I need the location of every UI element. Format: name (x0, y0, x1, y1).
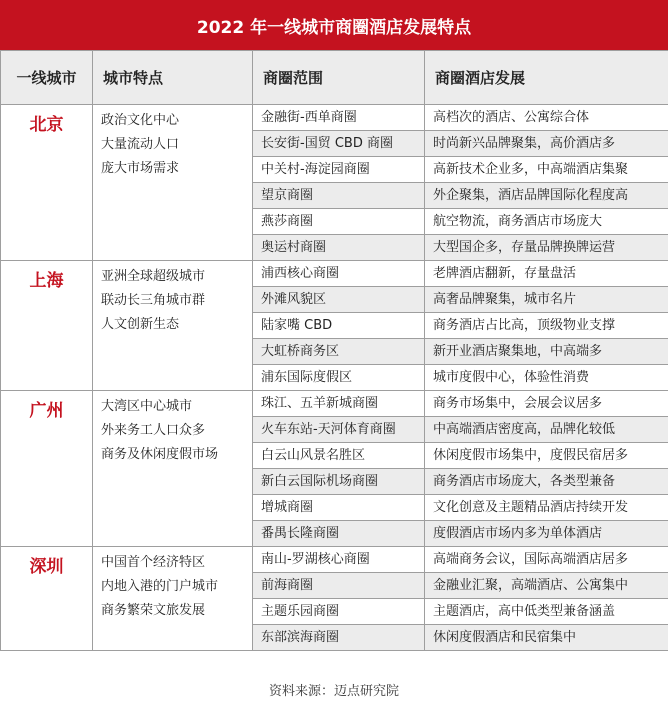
table-row (1, 105, 668, 131)
district-cell: 浦西核心商圈 (253, 261, 425, 287)
feature-line: 政治文化中心 (101, 113, 180, 128)
city-name: 上海 (1, 261, 93, 391)
feature-line: 庞大市场需求 (101, 161, 180, 176)
header-development: 商圈酒店发展 (425, 51, 668, 105)
district-cell: 白云山风景名胜区 (253, 443, 425, 469)
development-cell: 高新技术企业多，中高端酒店集聚 (425, 157, 668, 183)
development-cell: 新开业酒店聚集地，中高端多 (425, 339, 668, 365)
district-cell: 珠江、五羊新城商圈 (253, 391, 425, 417)
feature-line: 人文创新生态 (101, 317, 180, 332)
district-cell: 中关村-海淀园商圈 (253, 157, 425, 183)
development-cell: 休闲度假市场集中，度假民宿居多 (425, 443, 668, 469)
development-cell: 商务酒店市场庞大，各类型兼备 (425, 469, 668, 495)
city-features (93, 547, 253, 651)
development-cell: 城市度假中心，体验性消费 (425, 365, 668, 391)
feature-line: 大量流动人口 (101, 137, 180, 152)
feature-line: 商务繁荣文旅发展 (101, 603, 206, 618)
feature-line: 大湾区中心城市 (101, 399, 193, 414)
feature-line: 亚洲全球超级城市 (101, 269, 206, 284)
table-row (1, 261, 668, 287)
feature-line: 商务及休闲度假市场 (101, 447, 219, 462)
hotel-district-table (0, 50, 668, 651)
development-cell: 高档次的酒店、公寓综合体 (425, 105, 668, 131)
table-row (1, 391, 668, 417)
header-row (1, 51, 668, 105)
development-cell: 文化创意及主题精品酒店持续开发 (425, 495, 668, 521)
district-cell: 番禺长隆商圈 (253, 521, 425, 547)
city-name: 广州 (1, 391, 93, 547)
development-cell: 老牌酒店翻新，存量盘活 (425, 261, 668, 287)
header-district: 商圈范围 (253, 51, 425, 105)
city-name: 北京 (1, 105, 93, 261)
table-row (1, 547, 668, 573)
district-cell: 前海商圈 (253, 573, 425, 599)
development-cell: 主题酒店，高中低类型兼备涵盖 (425, 599, 668, 625)
district-cell: 长安街-国贸 CBD 商圈 (253, 131, 425, 157)
feature-line: 中国首个经济特区 (101, 555, 206, 570)
development-cell: 高奢品牌聚集，城市名片 (425, 287, 668, 313)
district-cell: 望京商圈 (253, 183, 425, 209)
feature-line: 外来务工人口众多 (101, 423, 206, 438)
district-cell: 奥运村商圈 (253, 235, 425, 261)
development-cell: 商务市场集中，会展会议居多 (425, 391, 668, 417)
city-features (93, 105, 253, 261)
development-cell: 时尚新兴品牌聚集，高价酒店多 (425, 131, 668, 157)
district-cell: 外滩风貌区 (253, 287, 425, 313)
district-cell: 主题乐园商圈 (253, 599, 425, 625)
district-cell: 新白云国际机场商圈 (253, 469, 425, 495)
district-cell: 陆家嘴 CBD (253, 313, 425, 339)
district-cell: 金融街-西单商圈 (253, 105, 425, 131)
development-cell: 外企聚集，酒店品牌国际化程度高 (425, 183, 668, 209)
source-note: 资料来源：迈点研究院 (268, 684, 399, 699)
feature-line: 内地入港的门户城市 (101, 579, 219, 594)
district-cell: 浦东国际度假区 (253, 365, 425, 391)
city-name: 深圳 (1, 547, 93, 651)
district-cell: 火车东站-天河体育商圈 (253, 417, 425, 443)
development-cell: 休闲度假酒店和民宿集中 (425, 625, 668, 651)
development-cell: 中高端酒店密度高，品牌化较低 (425, 417, 668, 443)
table-body (1, 105, 668, 651)
development-cell: 商务酒店占比高，顶级物业支撑 (425, 313, 668, 339)
district-cell: 南山-罗湖核心商圈 (253, 547, 425, 573)
development-cell: 大型国企多，存量品牌换牌运营 (425, 235, 668, 261)
city-features (93, 261, 253, 391)
district-cell: 大虹桥商务区 (253, 339, 425, 365)
development-cell: 航空物流，商务酒店市场庞大 (425, 209, 668, 235)
development-cell: 度假酒店市场内多为单体酒店 (425, 521, 668, 547)
header-city: 一线城市 (1, 51, 93, 105)
district-cell: 东部滨海商圈 (253, 625, 425, 651)
header-features: 城市特点 (93, 51, 253, 105)
feature-line: 联动长三角城市群 (101, 293, 206, 308)
district-cell: 增城商圈 (253, 495, 425, 521)
city-features (93, 391, 253, 547)
development-cell: 高端商务会议，国际高端酒店居多 (425, 547, 668, 573)
development-cell: 金融业汇聚，高端酒店、公寓集中 (425, 573, 668, 599)
table-title: 2022 年一线城市商圈酒店发展特点 (0, 0, 668, 50)
district-cell: 燕莎商圈 (253, 209, 425, 235)
